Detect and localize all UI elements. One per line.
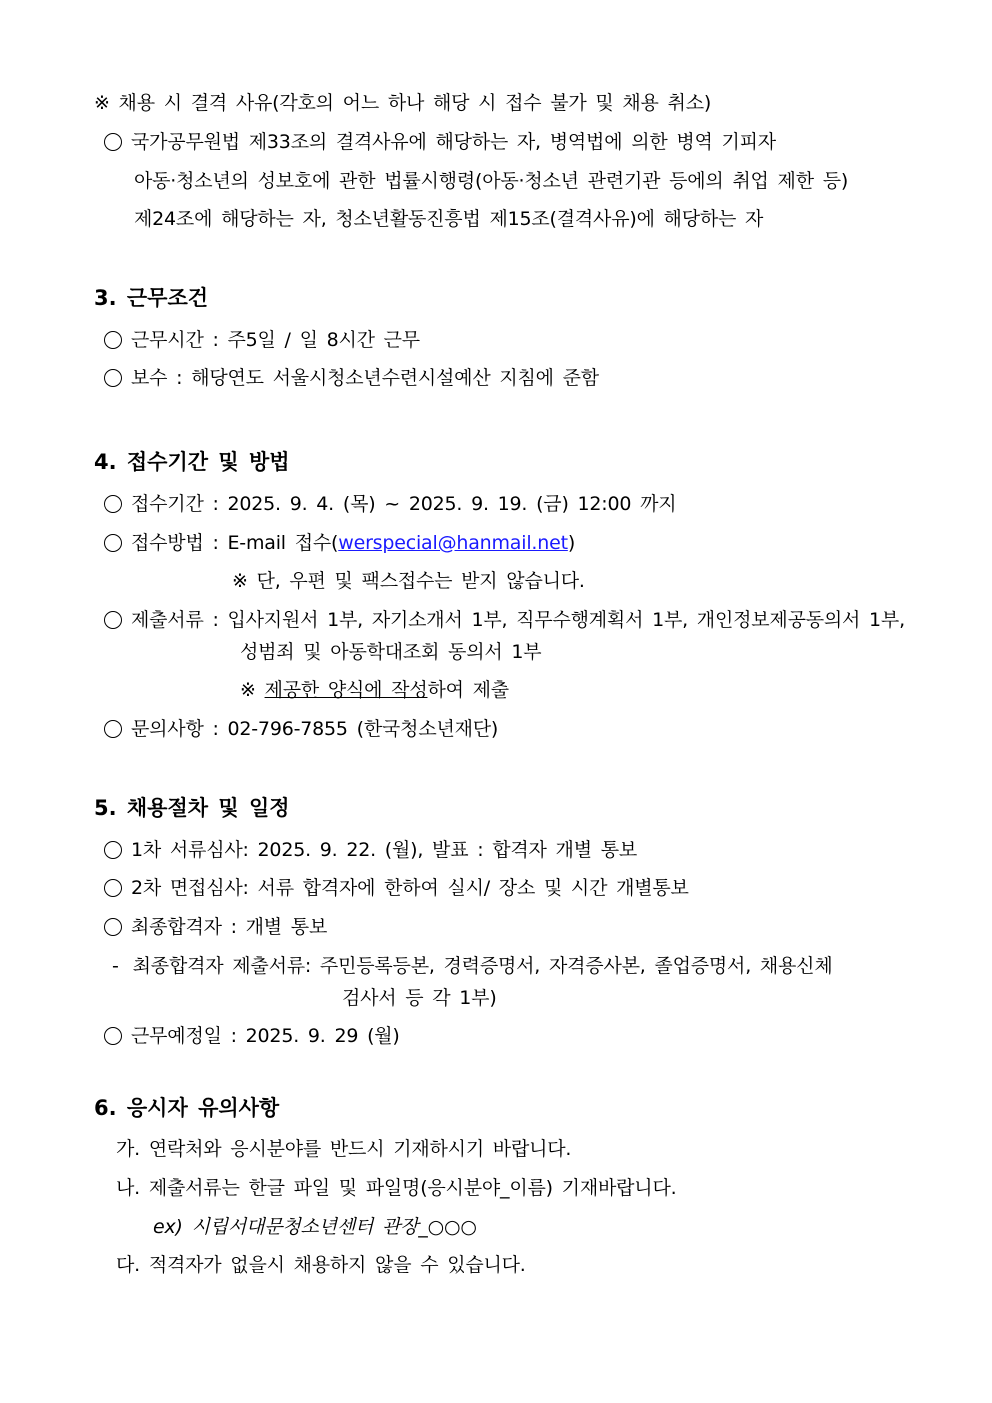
circle-bullet-icon bbox=[104, 720, 122, 738]
final-documents-line-2: 검사서 등 각 1부) bbox=[342, 987, 497, 1009]
application-period: 접수기간 : 2025. 9. 4. (목) ~ 2025. 9. 19. (금) 12:00 까지 bbox=[104, 492, 676, 516]
application-method: 접수방법 : E-mail 접수(werspecial@hanmail.net) bbox=[104, 531, 575, 555]
working-hours: 근무시간 : 주5일 / 일 8시간 근무 bbox=[104, 328, 420, 352]
note-b: 나. 제출서류는 한글 파일 및 파일명(응시분야_이름) 기재바랍니다. bbox=[116, 1177, 677, 1199]
circle-bullet-icon bbox=[104, 879, 122, 897]
required-documents-line-1: 제출서류 : 입사지원서 1부, 자기소개서 1부, 직무수행계획서 1부, 개인정보제공동의서 1부, bbox=[104, 608, 905, 632]
circle-bullet-icon bbox=[104, 133, 122, 151]
start-date: 근무예정일 : 2025. 9. 29 (월) bbox=[104, 1024, 400, 1048]
circle-bullet-icon bbox=[104, 841, 122, 859]
note-c: 다. 적격자가 없을시 채용하지 않을 수 있습니다. bbox=[116, 1254, 526, 1276]
disqualification-line-1: 국가공무원법 제33조의 결격사유에 해당하는 자, 병역법에 의한 병역 기피자 bbox=[104, 130, 776, 154]
note-a: 가. 연락처와 응시분야를 반드시 기재하시기 바랍니다. bbox=[116, 1138, 572, 1160]
circle-bullet-icon bbox=[104, 369, 122, 387]
circle-bullet-icon bbox=[104, 611, 122, 629]
final-result: 최종합격자 : 개별 통보 bbox=[104, 915, 327, 939]
dash-bullet-icon: - bbox=[112, 955, 119, 977]
disqualification-line-3: 제24조에 해당하는 자, 청소년활동진흥법 제15조(결격사유)에 해당하는 자 bbox=[134, 208, 764, 230]
salary: 보수 : 해당연도 서울시청소년수련시설예산 지침에 준함 bbox=[104, 366, 599, 390]
method-note: ※ 단, 우편 및 팩스접수는 받지 않습니다. bbox=[232, 570, 585, 592]
note-b-example: ex) 시립서대문청소년센터 관장_○○○ bbox=[153, 1216, 477, 1238]
step-2-interview: 2차 면접심사: 서류 합격자에 한하여 실시/ 장소 및 시간 개별통보 bbox=[104, 876, 689, 900]
circle-bullet-icon bbox=[104, 918, 122, 936]
circle-bullet-icon bbox=[104, 1027, 122, 1045]
disqualification-title: ※ 채용 시 결격 사유(각호의 어느 하나 해당 시 접수 불가 및 채용 취소) bbox=[94, 92, 712, 114]
inquiry: 문의사항 : 02-796-7855 (한국청소년재단) bbox=[104, 717, 498, 741]
section-4-heading: 4. 접수기간 및 방법 bbox=[94, 450, 290, 474]
step-1-document-screening: 1차 서류심사: 2025. 9. 22. (월), 발표 : 합격자 개별 통보 bbox=[104, 838, 637, 862]
circle-bullet-icon bbox=[104, 495, 122, 513]
circle-bullet-icon bbox=[104, 331, 122, 349]
section-5-heading: 5. 채용절차 및 일정 bbox=[94, 796, 290, 820]
required-documents-line-2: 성범죄 및 아동학대조회 동의서 1부 bbox=[240, 641, 542, 663]
email-link[interactable]: werspecial@hanmail.net bbox=[338, 532, 568, 554]
circle-bullet-icon bbox=[104, 534, 122, 552]
disqualification-line-2: 아동·청소년의 성보호에 관한 법률시행령(아동·청소년 관련기관 등에의 취업 제한 등) bbox=[134, 170, 849, 192]
section-6-heading: 6. 응시자 유의사항 bbox=[94, 1096, 280, 1120]
section-3-heading: 3. 근무조건 bbox=[94, 286, 209, 310]
documents-note: ※ 제공한 양식에 작성하여 제출 bbox=[240, 679, 509, 701]
final-documents-line-1: - 최종합격자 제출서류: 주민등록등본, 경력증명서, 자격증사본, 졸업증명서, 채용신체 bbox=[112, 955, 833, 977]
